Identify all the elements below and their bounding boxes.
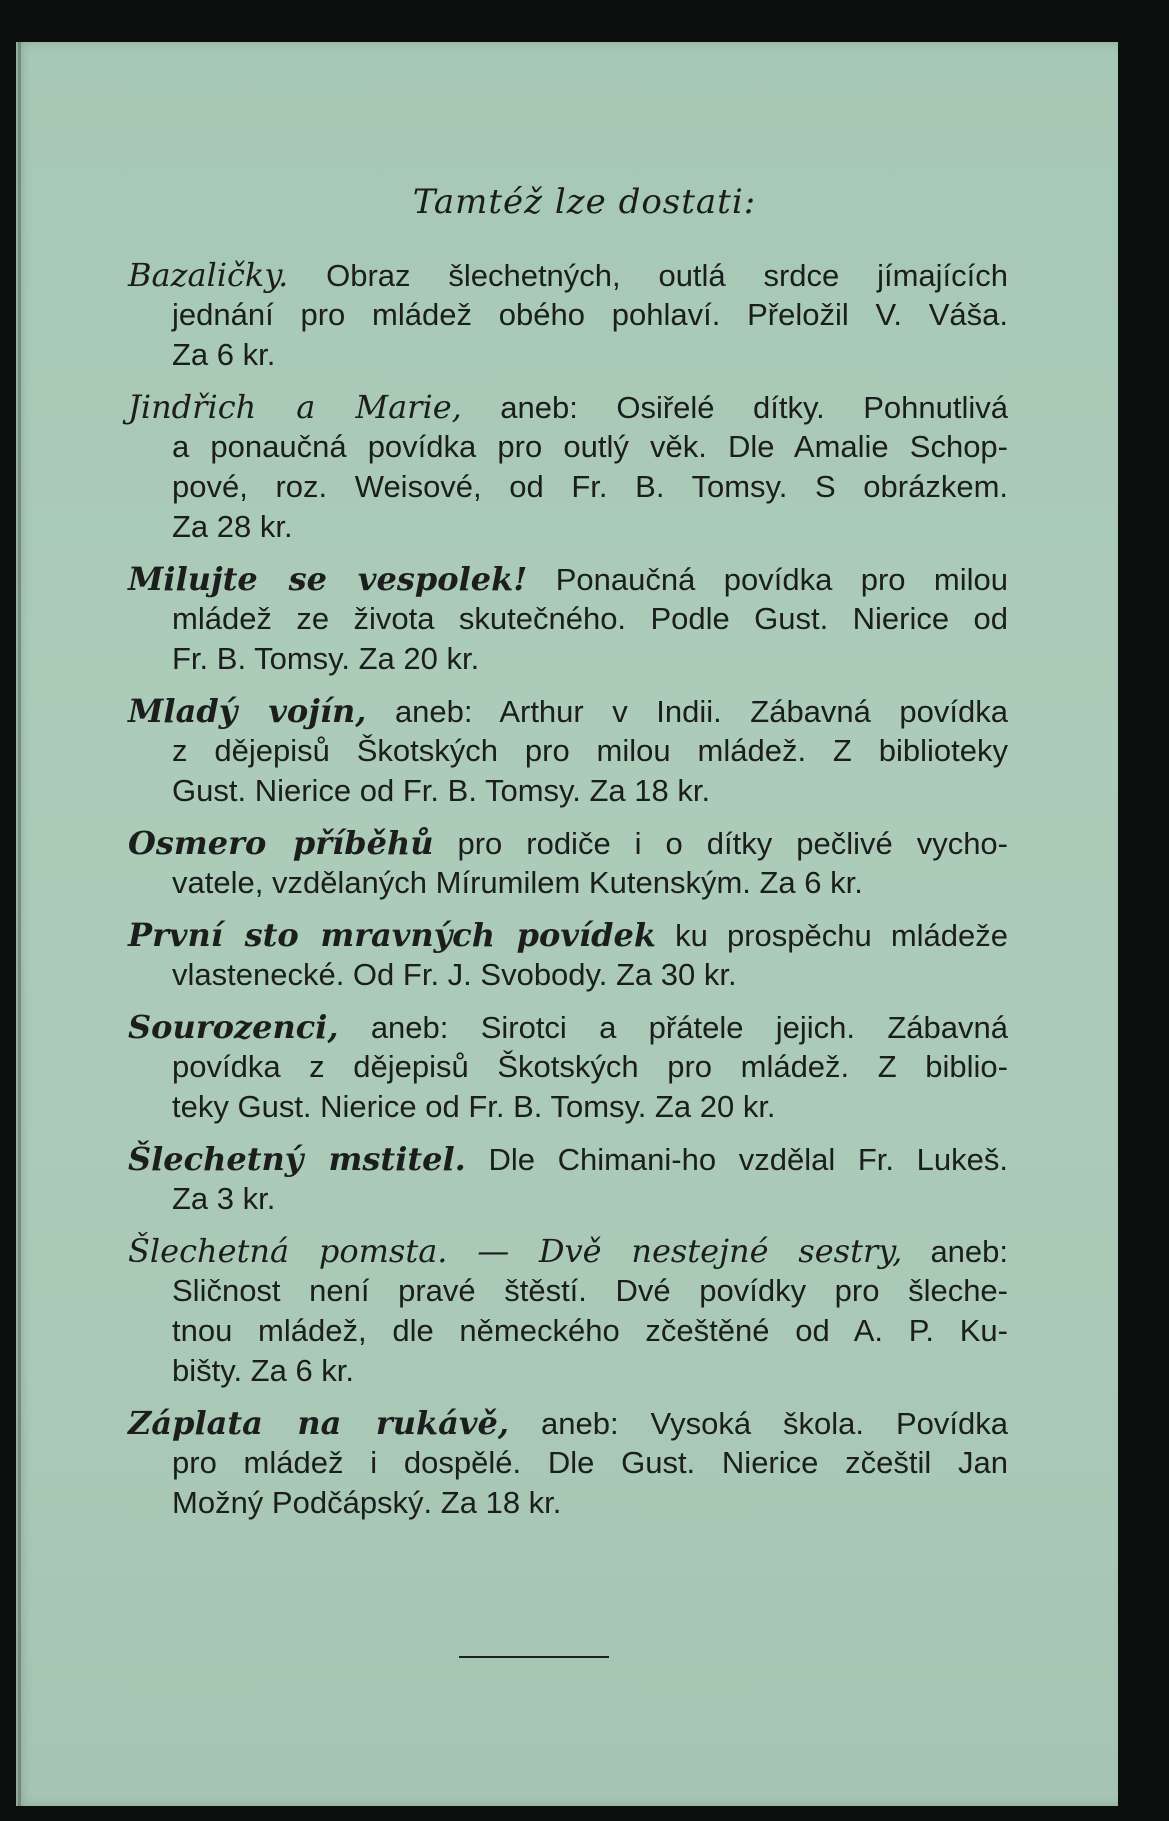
entry-title: Bazaličky. [128,256,289,294]
entry-title: Milujte se vespolek! [128,560,528,598]
entry-first-line [128,691,1008,731]
catalog-entry-osmero-pribehu [128,823,1008,903]
entry-line: Gust. Nierice od Fr. B. Tomsy. Za 18 kr. [172,773,711,808]
entry-line: Za 28 kr. [172,509,293,544]
entry-line: vatele, vzdělaných Mírumilem Kutenským. Za 6 kr. [172,865,863,900]
entry-text: Obraz šlechetných, outlá srdce jímajících [326,258,1008,293]
entry-text: aneb: [930,1234,1009,1269]
entry-text: aneb: Sirotci a přátele jejich. Zábavná [370,1010,1008,1045]
end-divider-rule [459,1656,609,1658]
entry-title: Jindřich a Marie, [128,388,462,426]
entry-first-line [128,1139,1008,1179]
entry-first-line [128,915,1008,955]
entry-first-line [128,387,1008,427]
entry-title: Mladý vojín, [128,692,367,730]
entry-first-line [128,1007,1008,1047]
catalog-entry-jindrich-a-marie [128,387,1008,547]
entry-line: vlastenecké. Od Fr. J. Svobody. Za 30 kr. [172,957,737,992]
page-heading: Tamtéž lze dostati: [412,182,757,222]
catalog-entry-bazalicky [128,255,1008,375]
entry-first-line [128,255,1008,295]
entry-title: Záplata na rukávě, [128,1404,510,1442]
entry-line: Za 6 kr. [172,337,276,372]
entry-line: povídka z dějepisů Škotských pro mládež. Z biblio- [172,1049,1008,1084]
entry-line: Možný Podčápský. Za 18 kr. [172,1485,562,1520]
catalog-entry-slechetna-pomsta [128,1231,1008,1391]
entry-title: Šlechetná pomsta. — Dvě nestejné sestry, [128,1232,903,1270]
entry-line: Za 3 kr. [172,1181,276,1216]
catalog-entry-slechetny-mstitel [128,1139,1008,1219]
entry-first-line [128,1231,1008,1271]
page-edge-rule [18,42,21,1806]
entry-text: aneb: Vysoká škola. Povídka [541,1406,1009,1441]
catalog-entry-milujte-se-vespolek [128,559,1008,679]
catalog-entry-mlady-vojin [128,691,1008,811]
catalog-list [128,255,1008,1535]
entry-text: Ponaučná povídka pro milou [555,562,1008,597]
entry-title: Sourozenci, [128,1008,339,1046]
entry-first-line [128,559,1008,599]
entry-text: Dle Chimani-ho vzdělal Fr. Lukeš. [488,1142,1008,1177]
catalog-entry-prvni-sto-mravnych-povidek [128,915,1008,995]
entry-title: Šlechetný mstitel. [128,1140,466,1178]
entry-text: aneb: Arthur v Indii. Zábavná povídka [394,694,1009,729]
entry-line: Fr. B. Tomsy. Za 20 kr. [172,641,480,676]
entry-line: Sličnost není pravé štěstí. Dvé povídky pro šleche- [172,1273,1008,1308]
entry-line: a ponaučná povídka pro outlý věk. Dle Amalie Schop- [172,429,1008,464]
entry-line: teky Gust. Nierice od Fr. B. Tomsy. Za 20 kr. [172,1089,776,1124]
entry-title: Osmero příběhů [128,824,434,862]
catalog-entry-zaplata-na-rukave [128,1403,1008,1523]
entry-line: z dějepisů Škotských pro milou mládež. Z biblioteky [172,733,1008,768]
entry-title: První sto mravných povídek [128,916,656,954]
entry-line: bišty. Za 6 kr. [172,1353,355,1388]
entry-text: ku prospěchu mládeže [675,918,1008,953]
entry-first-line [128,823,1008,863]
entry-first-line [128,1403,1008,1443]
entry-line: jednání pro mládež obého pohlaví. Přeložil V. Váša. [172,297,1008,332]
entry-line: tnou mládež, dle německého zčeštěné od A. P. Ku- [172,1313,1008,1348]
entry-line: pové, roz. Weisové, od Fr. B. Tomsy. S obrázkem. [172,469,1008,504]
entry-text: aneb: Osiřelé dítky. Pohnutlivá [500,390,1008,425]
entry-text: pro rodiče i o dítky pečlivé vycho- [457,826,1008,861]
entry-line: mládež ze života skutečného. Podle Gust. Nierice od [172,601,1008,636]
entry-line: pro mládež i dospělé. Dle Gust. Nierice zčeštil Jan [172,1445,1008,1480]
catalog-entry-sourozenci [128,1007,1008,1127]
